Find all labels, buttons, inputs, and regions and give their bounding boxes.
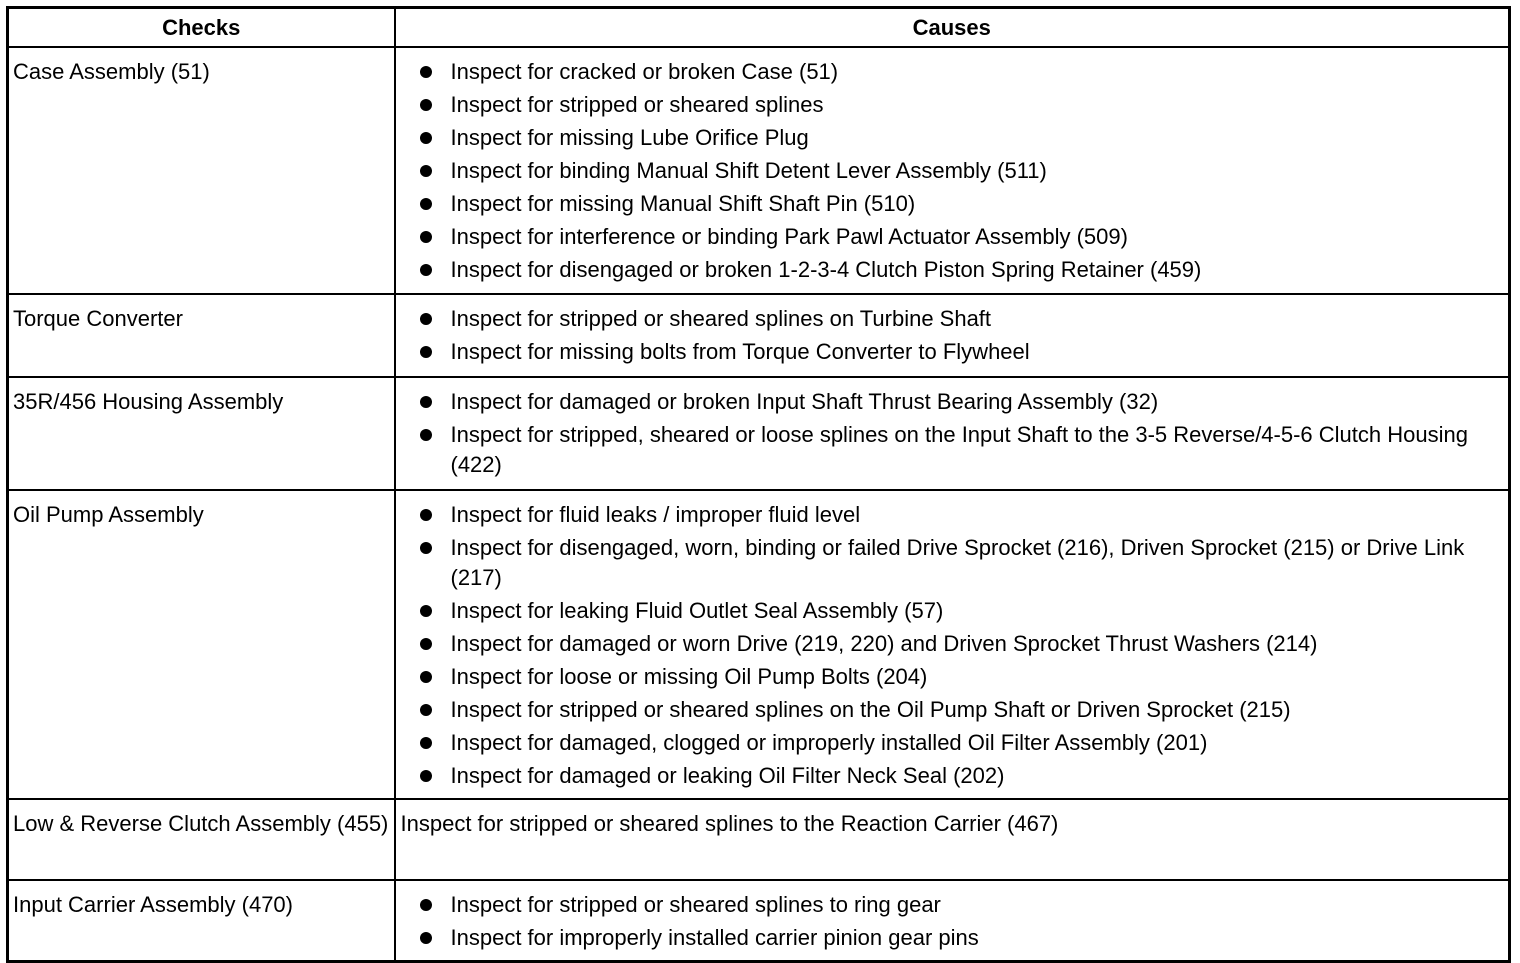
cause-text: Inspect for disengaged, worn, binding or failed Drive Sprocket (216), Driven Sprocket (215) or Drive Link (217) [450, 535, 1465, 590]
cause-text: Inspect for cracked or broken Case (51) [450, 59, 839, 84]
cause-text: Inspect for stripped or sheared splines on Turbine Shaft [450, 306, 992, 331]
bullet-icon [420, 66, 432, 78]
table-header-row [8, 8, 1510, 48]
cause-text: Inspect for loose or missing Oil Pump Bolts (204) [450, 664, 928, 689]
check-cell: Oil Pump Assembly [8, 490, 395, 799]
cause-item [396, 629, 1501, 659]
cause-item [396, 695, 1501, 725]
diagnostic-table [6, 6, 1511, 963]
cause-text: Inspect for missing Lube Orifice Plug [450, 125, 809, 150]
causes-list [396, 890, 1501, 953]
table-row [8, 47, 1510, 294]
bullet-icon [420, 605, 432, 617]
bullet-icon [420, 542, 432, 554]
cause-text: Inspect for interference or binding Park Pawl Actuator Assembly (509) [450, 224, 1128, 249]
bullet-icon [420, 198, 432, 210]
bullet-icon [420, 770, 432, 782]
bullet-icon [420, 899, 432, 911]
bullet-icon [420, 313, 432, 325]
table-row [8, 880, 1510, 962]
cause-item [396, 890, 1501, 920]
table-row [8, 799, 1510, 880]
bullet-icon [420, 132, 432, 144]
cause-item [396, 189, 1501, 219]
causes-list [396, 387, 1501, 480]
causes-cell [395, 294, 1510, 377]
check-cell: Torque Converter [8, 294, 395, 377]
cause-text: Inspect for stripped, sheared or loose splines on the Input Shaft to the 3-5 Reverse/4-5-6 Clutch Housing (422) [450, 422, 1468, 477]
causes-cell [395, 880, 1510, 962]
bullet-icon [420, 429, 432, 441]
cause-item [396, 500, 1501, 530]
cause-text: Inspect for stripped or sheared splines to ring gear [450, 892, 941, 917]
header-causes: Causes [395, 8, 1510, 48]
bullet-icon [420, 231, 432, 243]
table-row [8, 294, 1510, 377]
check-cell: Low & Reverse Clutch Assembly (455) [8, 799, 395, 880]
cause-item [396, 728, 1501, 758]
causes-cell [395, 377, 1510, 490]
causes-cell [395, 47, 1510, 294]
causes-list [396, 57, 1501, 285]
cause-item [396, 304, 1501, 334]
cause-text: Inspect for leaking Fluid Outlet Seal Assembly (57) [450, 598, 944, 623]
bullet-icon [420, 396, 432, 408]
header-checks: Checks [8, 8, 395, 48]
causes-list [396, 304, 1501, 367]
cause-item [396, 123, 1501, 153]
cause-item [396, 420, 1501, 480]
check-cell: 35R/456 Housing Assembly [8, 377, 395, 490]
cause-text: Inspect for missing Manual Shift Shaft Pin (510) [450, 191, 916, 216]
cause-text: Inspect for damaged or broken Input Shaft Thrust Bearing Assembly (32) [450, 389, 1159, 414]
bullet-icon [420, 264, 432, 276]
bullet-icon [420, 99, 432, 111]
bullet-icon [420, 737, 432, 749]
cause-text: Inspect for stripped or sheared splines on the Oil Pump Shaft or Driven Sprocket (215) [450, 697, 1291, 722]
cause-item [396, 90, 1501, 120]
cause-item [396, 222, 1501, 252]
bullet-icon [420, 932, 432, 944]
cause-item [396, 596, 1501, 626]
bullet-icon [420, 509, 432, 521]
cause-item [396, 923, 1501, 953]
cause-item [396, 662, 1501, 692]
cause-item [396, 255, 1501, 285]
cause-text: Inspect for damaged, clogged or improperly installed Oil Filter Assembly (201) [450, 730, 1208, 755]
cause-text: Inspect for missing bolts from Torque Converter to Flywheel [450, 339, 1030, 364]
causes-list [396, 500, 1501, 791]
cause-item [396, 761, 1501, 791]
cause-text: Inspect for damaged or leaking Oil Filter Neck Seal (202) [450, 763, 1005, 788]
cause-item [396, 156, 1501, 186]
causes-cell: Inspect for stripped or sheared splines to the Reaction Carrier (467) [395, 799, 1510, 880]
cause-item [396, 533, 1501, 593]
table-row [8, 490, 1510, 799]
bullet-icon [420, 671, 432, 683]
bullet-icon [420, 346, 432, 358]
cause-text: Inspect for fluid leaks / improper fluid level [450, 502, 861, 527]
table-row [8, 377, 1510, 490]
check-cell: Input Carrier Assembly (470) [8, 880, 395, 962]
bullet-icon [420, 165, 432, 177]
cause-text: Inspect for damaged or worn Drive (219, 220) and Driven Sprocket Thrust Washers (214) [450, 631, 1318, 656]
cause-text: Inspect for stripped or sheared splines [450, 92, 824, 117]
cause-text: Inspect for binding Manual Shift Detent Lever Assembly (511) [450, 158, 1047, 183]
cause-item [396, 387, 1501, 417]
cause-item [396, 337, 1501, 367]
cause-text: Inspect for improperly installed carrier pinion gear pins [450, 925, 979, 950]
cause-item [396, 57, 1501, 87]
check-cell: Case Assembly (51) [8, 47, 395, 294]
causes-cell [395, 490, 1510, 799]
bullet-icon [420, 704, 432, 716]
bullet-icon [420, 638, 432, 650]
cause-text: Inspect for disengaged or broken 1-2-3-4 Clutch Piston Spring Retainer (459) [450, 257, 1202, 282]
